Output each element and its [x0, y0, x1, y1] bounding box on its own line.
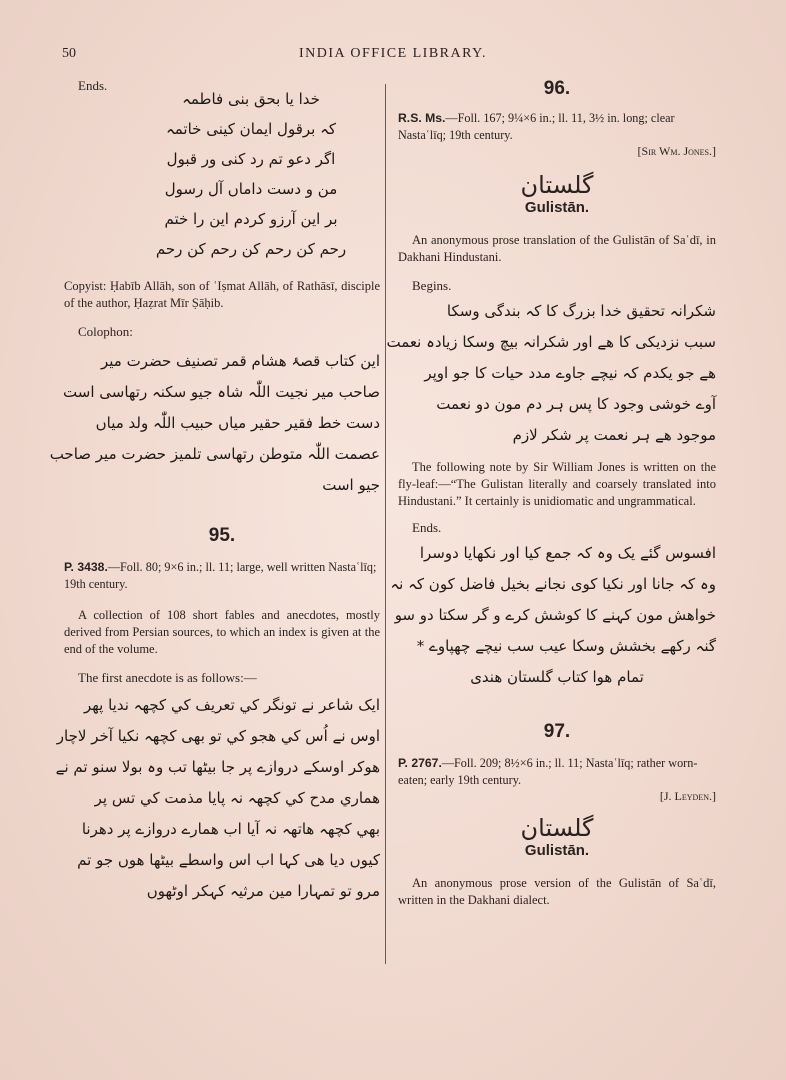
- column-divider: [385, 84, 386, 964]
- entry-95-description: A collection of 108 short fables and anecdotes, mostly derived from Persian sources, to which an index is given at the end of the volume.: [64, 608, 380, 656]
- anecdote-line: ھماري مدح کي کچھہ نہ پایا مذمت کي تس پر: [94, 789, 380, 807]
- begins-text: [386, 296, 716, 451]
- anecdote-text: [55, 690, 380, 907]
- ends-line: گنہ رکھے بخشش وسکا عیب سب نیچے چھپاوے *: [416, 637, 716, 655]
- entry-97-details: —Foll. 209; 8½×6 in.; ll. 11; Nastaʿlīq; rather worn-eaten; early 19th century.: [398, 756, 698, 787]
- anecdote-line: مرو تو تمہارا مین مرثیہ کہکر اوٹھوں: [146, 882, 380, 900]
- colophon-line: عصمت اللّٰہ متوطن رتهاسی تلمیز حضرت میر صاحب: [49, 445, 380, 463]
- ends-verses: [64, 84, 380, 264]
- entry-96-meta: [398, 110, 716, 144]
- begins-line: آوے خوشی وجود کا پس ہر دم مون دو نعمت: [436, 395, 716, 413]
- anecdote-line: ایک شاعر نے تونگر کي تعریف کي کچھہ ندیا پھر: [83, 696, 380, 714]
- entry-number-95: 95.: [208, 525, 236, 546]
- entry-number-97: 97.: [543, 721, 571, 742]
- begins-label: Begins.: [412, 278, 452, 293]
- colophon-line: دست خط فقیر حقیر میاں حبیب اللّٰہ ولد میاں: [95, 414, 380, 432]
- ends-line: افسوس گئے یک وہ کہ جمع کیا اور نکھایا دوسرا: [419, 544, 716, 562]
- entry-95-shelfmark: P. 3438.: [64, 560, 108, 574]
- entry-number-96: 96.: [543, 78, 571, 99]
- entry-97-attribution: [J. Leyden.]: [659, 789, 716, 803]
- entry-95-meta: [64, 559, 380, 593]
- right-column: [386, 78, 716, 909]
- verse-line: بر این آرزو کردم این را ختم: [164, 210, 338, 228]
- entry-95-details: —Foll. 80; 9×6 in.; ll. 11; large, well written Nastaʿlīq; 19th century.: [64, 560, 377, 591]
- begins-line: سبب نزدیکی کا ھے اور شکرانہ بیچ وسکا زیادہ نعمت: [386, 333, 716, 351]
- entry-97-meta: [398, 755, 716, 789]
- entry-96-attribution: [Sir Wm. Jones.]: [637, 144, 716, 158]
- entry-96-title-urdu: گلستان: [520, 171, 594, 199]
- verse-line: رحم کن رحم کن رحم کن رحم: [155, 240, 347, 258]
- colophon-line: جیو است: [322, 476, 380, 494]
- anecdote-line: کیوں دیا ھی کہا اب اس واسطے بیٹھا ھوں جو تم: [77, 851, 380, 869]
- ends-label-96: Ends.: [412, 520, 442, 535]
- colophon-label: Colophon:: [78, 324, 133, 339]
- verse-line: من و دست داماں آل رسول: [164, 180, 338, 198]
- colophon-line: این کتاب قصۂ هشام قمر تصنیف حضرت میر: [100, 352, 380, 370]
- ends-label: Ends.: [78, 78, 108, 93]
- entry-96-shelfmark: R.S. Ms.: [398, 111, 446, 125]
- entry-97-title-urdu: گلستان: [520, 814, 594, 842]
- entry-96-title-latin: Gulistān.: [524, 199, 590, 216]
- verse-line: کہ برقول ایمان کینی خاتمہ: [165, 120, 337, 138]
- ends-line: تمام ھوا کتاب گلستان ھندی: [470, 668, 644, 686]
- running-title: INDIA OFFICE LIBRARY.: [299, 46, 487, 61]
- begins-line: شکرانہ تحقیق خدا بزرگ کا کہ بندگی وسکا: [446, 302, 716, 320]
- entry-97-description: An anonymous prose version of the Gulistān of Saʿdī, written in the Dakhani dialect.: [398, 876, 716, 907]
- verse-line: خدا یا بحق بنی فاطمہ: [182, 90, 320, 108]
- anecdote-line: اوس نے اُس کي هجو کي تو بھی کچھہ نکیا آخر لاچار: [56, 727, 380, 745]
- entry-97-title-latin: Gulistān.: [524, 842, 590, 859]
- entry-96-details: —Foll. 167; 9¼×6 in.; ll. 11, 3½ in. long; clear Nastaʿlīq; 19th century.: [398, 111, 675, 142]
- ends-line: وہ کہ جانا اور نکیا کوی نجانے بخیل فاضل کون کہ نہ: [390, 575, 716, 593]
- colophon-text: [49, 346, 380, 501]
- entry-97-shelfmark: P. 2767.: [398, 756, 442, 770]
- jones-note: The following note by Sir William Jones is written on the fly-leaf:—“The Gulistan literally and coarsely translated into Hindustani.” It certainly is unidiomatic and ungrammatical.: [398, 460, 716, 508]
- ends-line: خواهش مون کہنے کا کوشش کرے و گر سکتا دو سو: [394, 606, 716, 624]
- begins-line: موجود ھے ہر نعمت پر شکر لازم: [512, 426, 716, 444]
- left-column: [49, 78, 380, 907]
- verse-line: اگر دعو تم رد کنی ور قبول: [166, 150, 336, 168]
- first-anecdote-label: The first anecdote is as follows:—: [78, 670, 257, 685]
- entry-96-description: An anonymous prose translation of the Gulistān of Saʿdī, in Dakhani Hindustani.: [398, 233, 716, 264]
- page-header: [62, 46, 724, 68]
- colophon-line: صاحب میر نجیت اللّٰہ شاہ جیو سکنہ رتهاسی است: [63, 383, 380, 401]
- page-number: 50: [62, 46, 76, 61]
- anecdote-line: بھي کچھہ ھاتھہ نہ آیا اب ھمارے دروازے پر دھرنا: [81, 820, 380, 838]
- begins-line: ھے جو یکدم کہ نیچے جاوے مدد حیات کا جو اوپر: [424, 364, 716, 382]
- copyist-note: Copyist: Ḥabīb Allāh, son of ʿIṣmat Allāh, of Rathāsī, disciple of the author, Ḥaẓrat Mīr Ṣāḥib.: [64, 279, 380, 310]
- anecdote-line: ھوکر اوسکے دروازے پر جا بیٹھا تب وہ بولا سنو تم نے: [55, 758, 380, 776]
- ends-text-96: [390, 538, 716, 693]
